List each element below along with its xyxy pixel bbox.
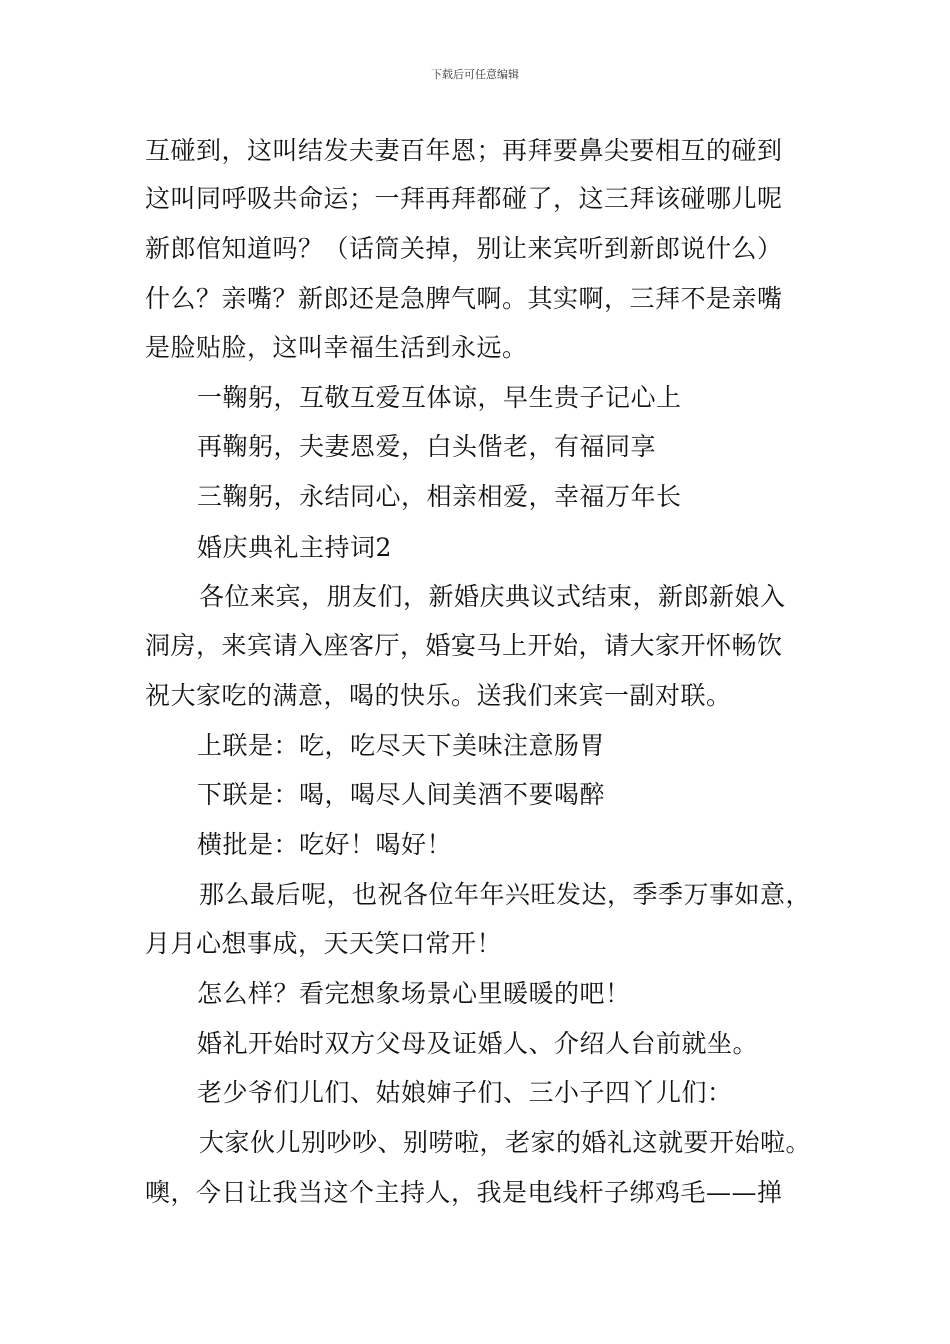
text-line: 再鞠躬，夫妻恩爱，白头偕老，有福同享: [197, 432, 657, 461]
text-line: 上联是：吃，吃尽天下美味注意肠胃: [197, 731, 606, 760]
text-line: 三鞠躬，永结同心，相亲相爱，幸福万年长: [197, 482, 682, 511]
text-line: 月月心想事成，天天笑口常开！: [145, 929, 503, 958]
text-line: 大家伙儿别吵吵、别唠啦，老家的婚礼这就要开始啦。: [199, 1128, 812, 1157]
text-line: 洞房，来宾请入座客厅，婚宴马上开始，请大家开怀畅饮: [145, 631, 783, 660]
text-line: 是脸贴脸，这叫幸福生活到永远。: [145, 333, 528, 362]
text-line: 那么最后呢，也祝各位年年兴旺发达，季季万事如意，: [199, 880, 812, 909]
text-line: 一鞠躬，互敬互爱互体谅，早生贵子记心上: [197, 383, 682, 412]
text-line: 怎么样？看完想象场景心里暖暖的吧！: [197, 979, 631, 1008]
text-line: 横批是：吃好！喝好！: [197, 830, 453, 859]
section-heading: 婚庆典礼主持词2: [197, 533, 392, 562]
page-header: 下载后可任意编辑: [431, 68, 519, 81]
text-line: 什么？亲嘴？新郎还是急脾气啊。其实啊，三拜不是亲嘴: [145, 284, 783, 313]
text-line: 老少爷们儿们、姑娘婶子们、三小子四丫儿们：: [197, 1078, 733, 1107]
text-line: 各位来宾，朋友们，新婚庆典议式结束，新郎新娘入: [199, 582, 786, 611]
text-line: 祝大家吃的满意，喝的快乐。送我们来宾一副对联。: [145, 681, 732, 710]
text-line: 噢，今日让我当这个主持人，我是电线杆子绑鸡毛——掸: [145, 1178, 783, 1207]
text-line: 新郎倌知道吗？（话筒关掉，别让来宾听到新郎说什么）: [145, 234, 783, 263]
text-line: 婚礼开始时双方父母及证婚人、介绍人台前就坐。: [197, 1029, 759, 1058]
text-line: 这叫同呼吸共命运；一拜再拜都碰了，这三拜该碰哪儿呢: [145, 184, 783, 213]
text-line: 互碰到，这叫结发夫妻百年恩；再拜要鼻尖要相互的碰到: [145, 136, 783, 165]
text-line: 下联是：喝，喝尽人间美酒不要喝醉: [197, 780, 606, 809]
